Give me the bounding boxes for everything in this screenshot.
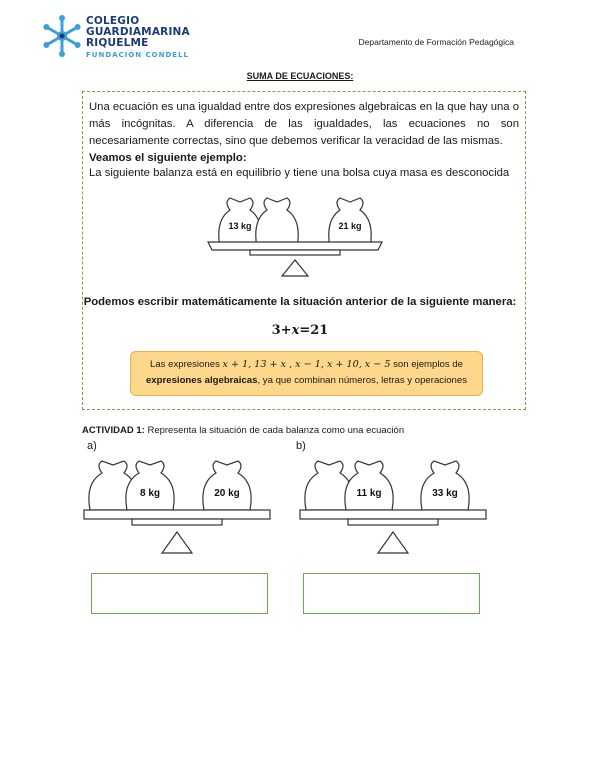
bag-11kg-icon [345,461,393,510]
example-heading: Veamos el siguiente ejemplo: [89,152,247,164]
balance-scale-b [298,458,488,564]
bag-label-right: 33 kg [432,488,458,499]
activity-instruction: ACTIVIDAD 1: Representa la situación de cada balanza como una ecuación [82,425,405,436]
example-equation: 3+x=21 [271,323,329,338]
example-balance-scale [200,190,390,290]
bag-label-left: 13 kg [228,221,252,231]
intro-paragraph: Una ecuación es una igualdad entre dos expresiones algebraicas en la que hay una o más incógnitas. A diferencia de las igualdades, las ecuaciones no son necesariamente correctas, sino que debemos verificar la veracidad de las mismas. Veamos el siguiente ejemplo: [89,101,519,164]
bag-label-mid: 8 kg [139,488,161,499]
balance-scale-a [82,458,272,564]
page-title: SUMA DE ECUACIONES: [246,71,354,81]
foundation-name: FUNDACIÓN CONDELL [86,51,189,59]
bag-8kg-icon [126,461,174,510]
bag-33kg-icon [421,461,469,510]
department-label: Departamento de Formación Pedagógica [358,37,514,47]
school-logo [40,14,190,64]
scale-plate [208,242,382,250]
item-b-label: b) [296,440,306,452]
answer-box-a[interactable] [91,573,268,614]
item-a-label: a) [87,440,97,452]
math-statement: Podemos escribir matemáticamente la situación anterior de la siguiente manera: [83,296,517,308]
scale-beam [250,250,340,255]
scale-plate [300,510,486,519]
algebraic-expressions-callout: Las expresiones x + 1, 13 + x , x − 1, x + 10, x − 5 son ejemplos de expresiones algebraicas, ya que combinan números, letras y operaciones [130,351,483,396]
scale-plate [84,510,270,519]
scale-beam [132,519,222,525]
scale-fulcrum [378,532,408,553]
example-text: La siguiente balanza está en equilibrio y tiene una bolsa cuya masa es desconocida [89,167,510,179]
scale-fulcrum [282,260,308,276]
bag-20kg-icon [203,461,251,510]
bag-label-right: 21 kg [338,221,362,231]
bag-label-mid: 11 kg [356,488,382,499]
bag-unknown-icon [256,198,299,248]
snowflake-logo-icon [40,14,84,58]
answer-box-b[interactable] [303,573,480,614]
school-name: COLEGIO GUARDIAMARINA RIQUELME [86,15,190,49]
scale-beam [348,519,438,525]
bag-label-right: 20 kg [214,488,240,499]
scale-fulcrum [162,532,192,553]
